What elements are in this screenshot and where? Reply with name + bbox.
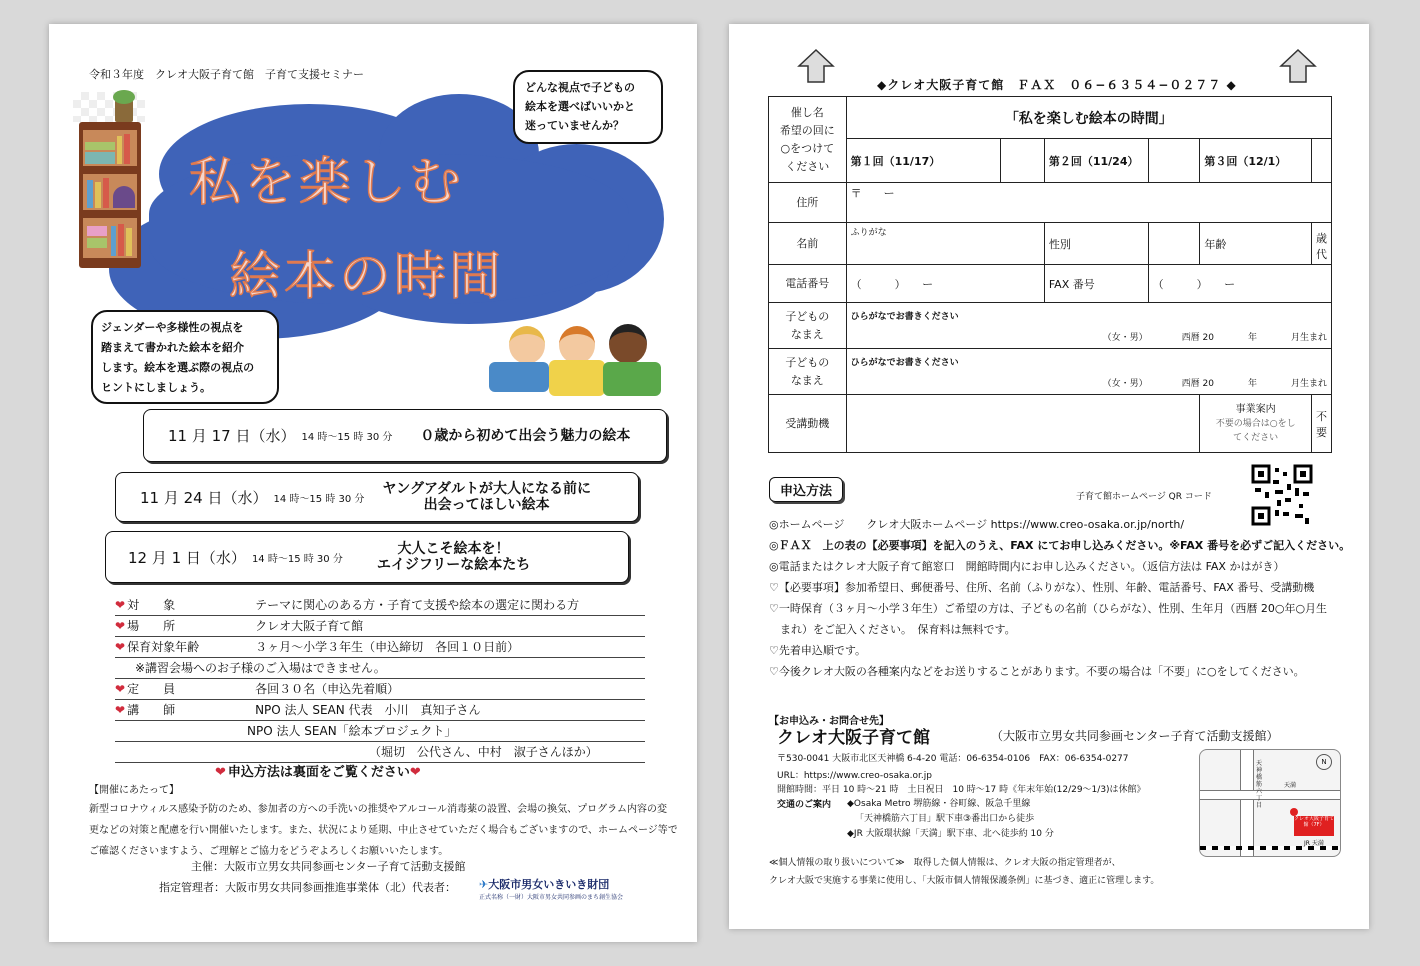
access-map[interactable]: クレオ大阪子育て館（7F） 天神橋筋六丁目 天満 JR 天満 N	[1199, 749, 1341, 857]
address-label: 住所	[769, 183, 847, 223]
session-3-mark[interactable]	[1312, 139, 1332, 183]
session-2-mark[interactable]	[1148, 139, 1200, 183]
organizer-text: 主催：大阪市立男女共同参画センター子育て活動支援館	[191, 860, 466, 873]
child-2-label: 子どもの なまえ	[769, 349, 847, 395]
name-field[interactable]: ふりがな	[846, 223, 1044, 265]
access-label: 交通のご案内	[777, 800, 832, 810]
apply-note: ❤ 申込方法は裏面をご覧ください❤	[215, 765, 421, 780]
age-label: 年齢	[1200, 223, 1312, 265]
session-1-mark[interactable]	[1001, 139, 1045, 183]
info-need-label: 事業案内 不要の場合は○をし てください	[1200, 395, 1312, 453]
contact-subtitle: （大阪市立男女共同参画センター子育て活動支援館）	[991, 729, 1279, 743]
fax-number-line: ◆クレオ大阪子育て館 ＦＡＸ ０６−６３５４−０２７７ ◆	[877, 78, 1237, 92]
contact-address: 〒530-0041 大阪市北区天神橋 6-4-20 電話：06-6354-0106 FAX：06-6354-0277	[777, 754, 1129, 764]
apply-method-list: ◎ホームページ クレオ大阪ホームページ https://www.creo-osaka.or.jp/north/ ◎ＦＡＸ 上の表の【必要事項】を記入のうえ、FAX にてお申し込みください。※FAX 番号を必ずご記入ください。 ◎電話またはクレオ大阪子育て館窓口 開館時間内にお申し込みください。（返信方法は FAX かはがき） ♡【必要事項】参加希望日、郵便番号、住所、名前（ふりがな）、性別、年齢、電話番号、FAX 番号、受講動機 ♡一時保育（３ヶ月〜小学３年生）ご希望の方は、子どもの名前（ひらがな）、性別、生年月（西暦 20○年○月生 まれ）をご記入ください。 保育料は無料です。 ♡先着申込順です。 ♡今後クレオ大阪の各種案内などをお送りすることがあります。不要の場合は「不要」に○をしてください。	[769, 518, 1351, 678]
event-name-label: 催し名 希望の回に ○をつけて ください	[769, 97, 847, 183]
motive-field[interactable]	[846, 395, 1200, 453]
session-3-cell[interactable]: 第３回（12/1）	[1200, 139, 1312, 183]
gender-label: 性別	[1044, 223, 1148, 265]
foundation-logo: ✈大阪市男女いきいき財団 正式名称（一財）大阪市男女共同参画のまち創生協会	[479, 878, 624, 901]
child-2-field[interactable]: ひらがなでお書きください （女・男） 西暦 20 年 月生まれ	[846, 349, 1331, 395]
contact-heading: 【お申込み・お問合せ先】	[769, 716, 889, 727]
bird-icon: ✈	[479, 878, 489, 891]
heart-icon: ❤	[115, 703, 126, 717]
header-text: 令和３年度 クレオ大阪子育て館 子育て支援セミナー	[89, 68, 364, 81]
session-1-box: 11 月 17 日（水） 14 時〜15 時 30 分 ０歳から初めて出会う魅力の絵本	[143, 409, 667, 462]
opening-hours: 開館時間：平日 10 時〜21 時 土日祝日 10 時〜17 時《年末年始(12/29〜1/3)は休館》	[777, 785, 1146, 795]
fax-label: FAX 番号	[1044, 265, 1148, 303]
contact-name: クレオ大阪子育て館	[777, 728, 930, 748]
arrow-up-icon	[797, 48, 835, 84]
age-field[interactable]: 歳代	[1312, 223, 1332, 265]
notice-heading: 【開催にあたって】	[89, 785, 179, 796]
privacy-notice: ≪個人情報の取り扱いについて≫ 取得した個人情報は、クレオ大阪の指定管理者が、 クレオ大阪で実施する事業に使用し、「大阪市個人情報保護条例」に基づき、適正に管理します。	[769, 858, 1160, 886]
flyer-back-page	[729, 24, 1369, 929]
plant-leaves	[113, 90, 135, 104]
event-info-list: ❤ 対 象 テーマに関心のある方・子育て支援や絵本の選定に関わる方 ❤ 場 所 クレオ大阪子育て館 ❤ 保育対象年齢 ３ヶ月〜小学３年生（申込締切 各回１０日前） ※講習会場へのお子様のご入場はできません。 ❤ 定 員 各回３０名（申込先着順） ❤ 講 師 NPO 法人 SEAN 代表 小川 真知子さん NPO 法人 SEAN「絵本プロジェクト」 （堀切 公代さん、中村 淑子さんほか）	[115, 596, 645, 764]
session-3-box: 12 月 1 日（水） 14 時〜15 時 30 分 大人こそ絵本を！ エイジフリーな絵本たち	[105, 531, 629, 583]
name-label: 名前	[769, 223, 847, 265]
fax-field[interactable]: （ ） ー	[1148, 265, 1331, 303]
address-field[interactable]: 〒 ー	[846, 183, 1331, 223]
heart-icon: ❤	[409, 765, 421, 780]
heart-icon: ❤	[115, 682, 126, 696]
child-1-label: 子どもの なまえ	[769, 303, 847, 349]
arrow-up-icon	[1279, 48, 1317, 84]
heart-icon: ❤	[215, 765, 226, 780]
qr-label: 子育て館ホームページ QR コード	[1076, 492, 1212, 502]
child-1-field[interactable]: ひらがなでお書きください （女・男） 西暦 20 年 月生まれ	[846, 303, 1331, 349]
heart-icon: ❤	[115, 619, 126, 633]
bookshelf-illustration	[79, 122, 141, 268]
compass-icon: N	[1316, 754, 1332, 770]
session-2-box: 11 月 24 日（水） 14 時〜15 時 30 分 ヤングアダルトが大人になる前に 出会ってほしい絵本	[115, 472, 639, 522]
title-line-2: 絵本の時間	[229, 247, 505, 307]
gender-field[interactable]	[1148, 223, 1200, 265]
phone-field[interactable]: （ ） ー	[846, 265, 1044, 303]
session-2-cell[interactable]: 第２回（11/24）	[1044, 139, 1148, 183]
session-1-cell[interactable]: 第１回（11/17）	[846, 139, 1000, 183]
access-details: ◆Osaka Metro 堺筋線・谷町線、阪急千里線 「天神橋筋六丁目」駅下車③番出口から徒歩 ◆JR 大阪環状線「天満」駅下車、北へ徒歩約 10 分	[847, 799, 1054, 839]
phone-label: 電話番号	[769, 265, 847, 303]
heart-icon: ❤	[115, 598, 126, 612]
contact-url[interactable]: URL：https://www.creo-osaka.or.jp	[777, 771, 932, 781]
manager-text: 指定管理者：大阪市男女共同参画推進事業体（北）代表者：	[159, 881, 456, 894]
event-title-cell: 「私を楽しむ絵本の時間」	[846, 97, 1331, 139]
flyer-front-page	[49, 24, 697, 942]
motive-label: 受講動機	[769, 395, 847, 453]
heart-icon: ❤	[115, 640, 126, 654]
application-form	[768, 96, 1332, 453]
notice-body: 新型コロナウィルス感染予防のため、参加者の方への手洗いの推奨やアルコール消毒薬の設置、会場の換気、プログラム内容の変 更などの対策と配慮を行い開催いたします。また、状況により延期、中止させていただく場合もございますので、ホームページ等で ご確認くださいますよう、ご理解とご協力をどうぞよろしくお願いいたします。	[89, 804, 678, 857]
title-line-1: 私を楽しむ	[189, 153, 465, 213]
unneeded-option[interactable]: 不要	[1312, 395, 1332, 453]
intro-bubble: ジェンダーや多様性の視点を 踏まえて書かれた絵本を紹介 します。絵本を選ぶ際の視点の ヒントにしましょう。	[91, 310, 279, 404]
question-bubble: どんな視点で子どもの 絵本を選べばいいかと 迷っていませんか？	[513, 70, 663, 144]
apply-method-heading: 申込方法	[769, 477, 843, 502]
